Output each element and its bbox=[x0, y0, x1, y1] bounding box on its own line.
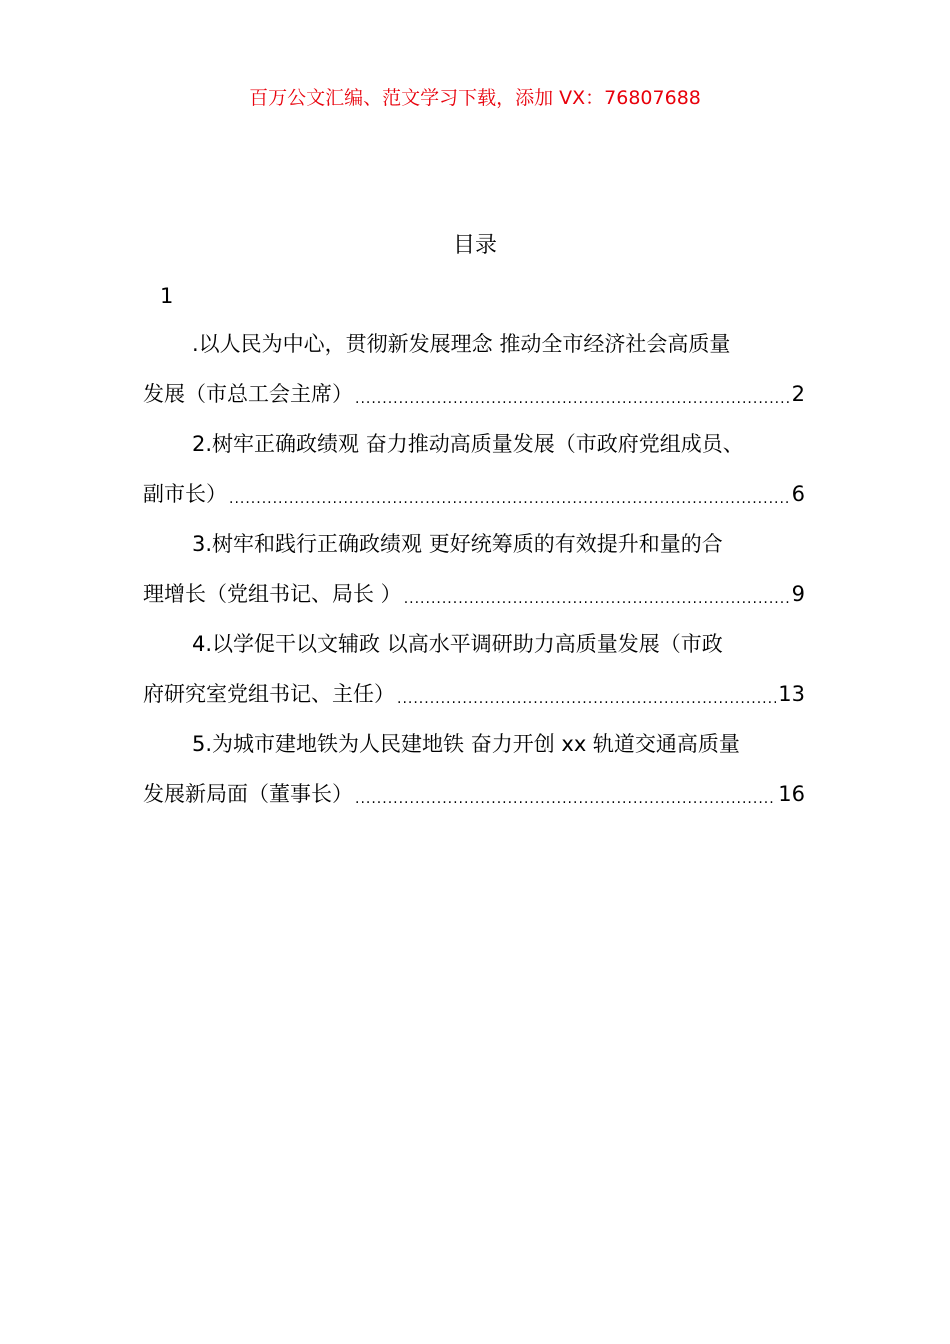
toc-page-number: 9 bbox=[791, 582, 805, 606]
toc-list bbox=[143, 330, 805, 830]
toc-entry-continuation bbox=[143, 580, 805, 630]
toc-entry[interactable] bbox=[143, 330, 805, 430]
toc-page-number: 6 bbox=[791, 482, 805, 506]
toc-entry[interactable] bbox=[143, 430, 805, 530]
dot-leader bbox=[404, 580, 790, 611]
toc-entry-title-end: 发展（市总工会主席） bbox=[143, 382, 353, 406]
toc-entry-title: 3.树牢和践行正确政绩观 更好统筹质的有效提升和量的合 bbox=[192, 532, 723, 556]
toc-entry[interactable] bbox=[143, 530, 805, 630]
toc-page-number: 16 bbox=[778, 782, 805, 806]
dot-leader bbox=[355, 380, 790, 411]
toc-entry-title-end: 副市长） bbox=[143, 482, 227, 506]
toc-entry-title-end: 理增长（党组书记、局长 ） bbox=[143, 582, 402, 606]
toc-entry-title: 2.树牢正确政绩观 奋力推动高质量发展（市政府党组成员、 bbox=[192, 432, 744, 456]
toc-entry-title: 5.为城市建地铁为人民建地铁 奋力开创 xx 轨道交通高质量 bbox=[192, 732, 740, 756]
toc-entry-continuation bbox=[143, 480, 805, 530]
toc-title: 目录 bbox=[452, 233, 497, 258]
toc-entry-continuation bbox=[143, 780, 805, 830]
toc-entry[interactable] bbox=[143, 630, 805, 730]
dot-leader bbox=[229, 480, 790, 511]
toc-entry-continuation bbox=[143, 680, 805, 730]
toc-entry-title-end: 府研究室党组书记、主任） bbox=[143, 682, 395, 706]
dot-leader bbox=[355, 780, 776, 811]
toc-entry-continuation bbox=[143, 380, 805, 430]
header-watermark-note: 百万公文汇编、范文学习下载，添加 VX：76807688 bbox=[249, 87, 701, 109]
toc-entry-title: 4.以学促干以文辅政 以高水平调研助力高质量发展（市政 bbox=[192, 632, 723, 656]
toc-entry-title-end: 发展新局面（董事长） bbox=[143, 782, 353, 806]
toc-entry-title: .以人民为中心，贯彻新发展理念 推动全市经济社会高质量 bbox=[192, 332, 731, 356]
dot-leader bbox=[397, 680, 776, 711]
toc-page-number: 13 bbox=[778, 682, 805, 706]
toc-section-number: 1 bbox=[160, 284, 174, 308]
toc-entry[interactable] bbox=[143, 730, 805, 830]
toc-page-number: 2 bbox=[791, 382, 805, 406]
